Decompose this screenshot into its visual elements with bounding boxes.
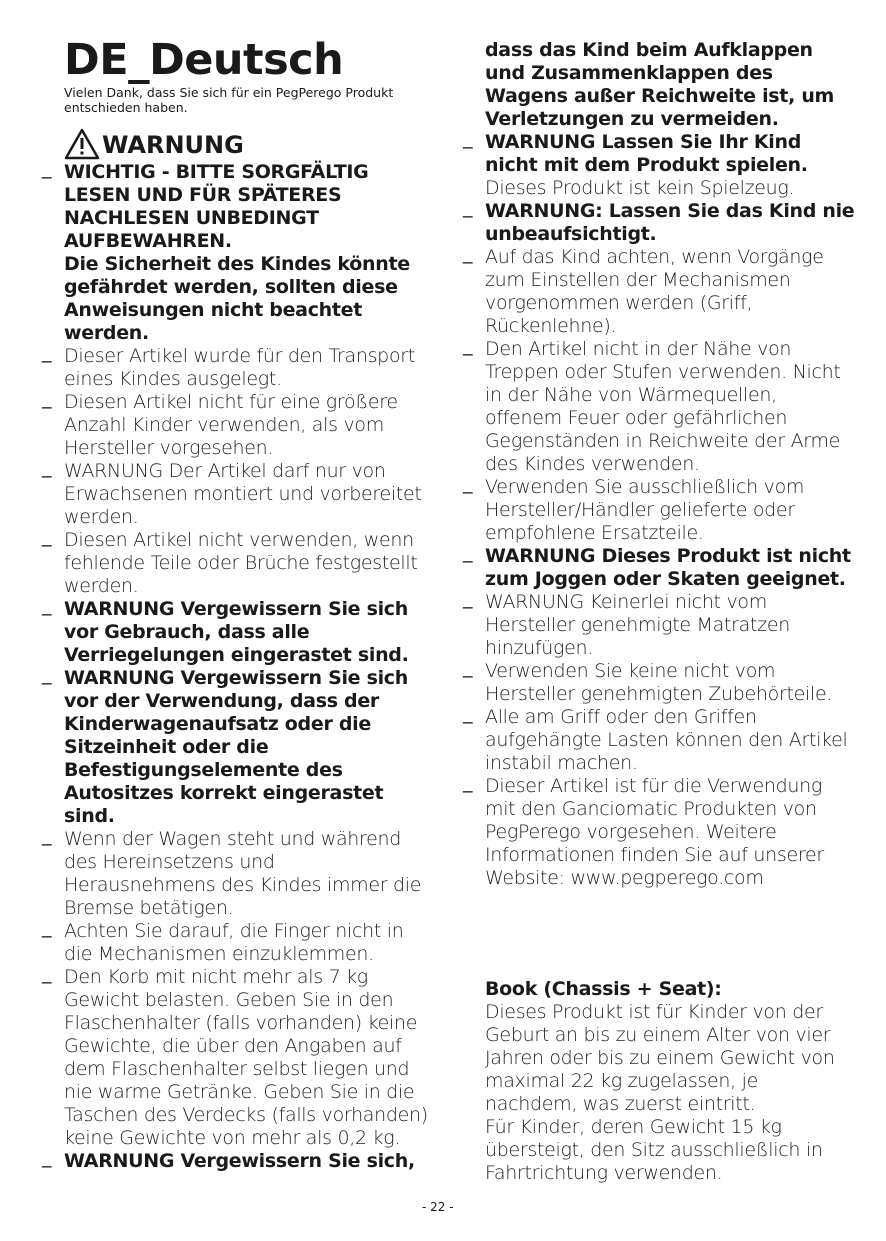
list-item-text: Auf das Kind achten, wenn Vorgänge zum Einstellen der Mechanismen vorgenommen werden (Griff, Rückenlehne). — [485, 246, 824, 337]
list-item-text: Dieser Artikel wurde für den Transport eines Kindes ausgelegt. — [64, 345, 415, 390]
list-item — [463, 660, 855, 706]
warning-triangle-icon — [64, 128, 100, 160]
list-item-text: Dieses Produkt ist kein Spielzeug. — [485, 177, 795, 199]
book-paragraph-1: Dieses Produkt ist für Kinder von der Geburt an bis zu einem Alter von vier Jahren oder bis zu einem Gewicht von maximal 22 kg zugelassen, je nachdem, was zuerst eintritt. — [485, 1001, 835, 1115]
list-item-text: WARNUNG Keinerlei nicht vom Hersteller genehmigte Matratzen hinzufügen. — [485, 591, 790, 659]
list-item-bold: WARNUNG Vergewissern Sie sich, — [64, 1150, 415, 1172]
list-item — [42, 460, 428, 529]
list-item — [463, 131, 855, 200]
warning-label: WARNUNG — [102, 131, 244, 159]
list-item-text: Verwenden Sie ausschließlich vom Hersteller/Händler gelieferte oder empfohlene Ersatzteile. — [485, 476, 805, 544]
warning-heading — [64, 128, 244, 160]
list-item — [463, 476, 855, 545]
list-item — [42, 828, 428, 920]
book-section — [485, 978, 855, 1185]
list-item — [42, 598, 428, 667]
book-heading: Book (Chassis + Seat): — [485, 978, 722, 1000]
page-number: - 22 - — [422, 1200, 454, 1214]
list-item-text: Diesen Artikel nicht verwenden, wenn fehlende Teile oder Brüche festgestellt werden. — [64, 529, 418, 597]
list-item — [463, 775, 855, 890]
list-item-text: Achten Sie darauf, die Finger nicht in die Mechanismen einzuklemmen. — [64, 920, 404, 965]
list-item-text: Verwenden Sie keine nicht vom Hersteller genehmigten Zubehörteile. — [485, 660, 833, 705]
list-item-text: Dieser Artikel ist für die Verwendung mit den Ganciomatic Produkten von PegPerego vorgesehen. Weitere Informationen finden Sie auf unserer Website: www.pegperego.com — [485, 775, 824, 889]
list-item-text: Wenn der Wagen steht und während des Hereinsetzens und Herausnehmens des Kindes immer die Bremse betätigen. — [64, 828, 422, 919]
list-item-bold: _ WICHTIG - BITTE SORGFÄLTIG LESEN UND FÜR SPÄTERES NACHLESEN UNBEDINGT AUFBEWAHREN. — [64, 161, 369, 252]
list-item — [42, 920, 428, 966]
list-item — [463, 200, 855, 246]
list-item-bold: WARNUNG: Lassen Sie das Kind nie unbeaufsichtigt. — [485, 200, 855, 245]
list-item — [42, 966, 428, 1150]
list-item — [463, 338, 855, 476]
list-item-bold: _ WARNUNG Lassen Sie Ihr Kind nicht mit dem Produkt spielen. — [485, 131, 808, 176]
list-item — [463, 246, 855, 338]
list-item — [463, 545, 855, 591]
left-warning-list — [42, 161, 428, 1173]
list-item — [42, 1150, 428, 1173]
list-item — [42, 161, 428, 345]
book-paragraph-2: Für Kinder, deren Gewicht 15 kg übersteigt, den Sitz ausschließlich in Fahrtrichtung verwenden. — [485, 1116, 823, 1184]
list-item-bold: dass das Kind beim Aufklappen und Zusammenklappen des Wagens außer Reichweite ist, um Verletzungen zu vermeiden. — [485, 39, 835, 130]
list-item-bold: Die Sicherheit des Kindes könnte gefährdet werden, sollten diese Anweisungen nicht beachtet werden. — [64, 253, 410, 344]
list-item-text: Den Korb mit nicht mehr als 7 kg Gewicht belasten. Geben Sie in den Flaschenhalter (falls vorhanden) keine Gewichte, die über den Angaben auf dem Flaschenhalter selbst liegen und nie warme Getränke. Geben Sie in die Taschen des Verdecks (falls vorhanden) keine Gewichte von mehr als 0,2 kg. — [64, 966, 428, 1149]
list-item — [42, 345, 428, 391]
list-item — [42, 529, 428, 598]
list-item-bold: WARNUNG Vergewissern Sie sich vor Gebrauch, dass alle Verriegelungen eingerastet sind. — [64, 598, 409, 666]
intro-text: Vielen Dank, dass Sie sich für ein PegPerego Produkt entschieden haben. — [64, 85, 394, 115]
list-item-text: Den Artikel nicht in der Nähe von Treppen oder Stufen verwenden. Nicht in der Nähe von Wärmequellen, offenem Feuer oder gefährlichen Gegenständen in Reichweite der Arme des Kindes verwenden. — [485, 338, 841, 475]
list-item — [42, 667, 428, 828]
list-item-text: WARNUNG Der Artikel darf nur von Erwachsenen montiert und vorbereitet werden. — [64, 460, 422, 528]
list-item-bold: WARNUNG Vergewissern Sie sich vor der Verwendung, dass der Kinderwagenaufsatz oder die Sitzeinheit oder die Befestigungselemente des Autositzes korrekt eingerastet sind. — [64, 667, 408, 827]
right-warning-list — [463, 39, 855, 890]
list-item — [42, 391, 428, 460]
list-item — [463, 591, 855, 660]
page-title: DE_Deutsch — [64, 35, 344, 85]
list-item — [463, 39, 855, 131]
list-item — [463, 706, 855, 775]
list-item-bold: WARNUNG Dieses Produkt ist nicht zum Joggen oder Skaten geeignet. — [485, 545, 851, 590]
list-item-text: Diesen Artikel nicht für eine größere Anzahl Kinder verwenden, als vom Hersteller vorgesehen. — [64, 391, 398, 459]
list-item-text: Alle am Griff oder den Griffen aufgehängte Lasten können den Artikel instabil machen. — [485, 706, 848, 774]
